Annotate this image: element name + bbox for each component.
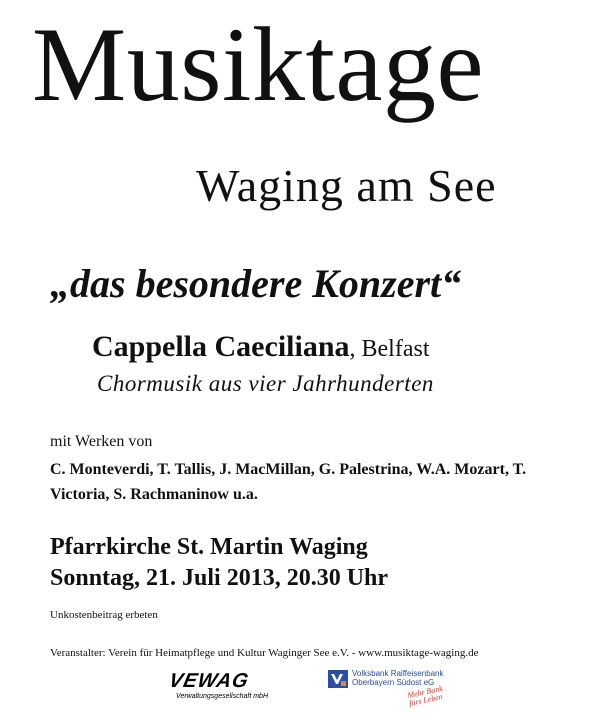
volksbank-logo-icon	[328, 670, 348, 688]
page-subtitle: Waging am See	[196, 160, 497, 211]
choir-name: Cappella Caeciliana	[92, 330, 350, 363]
bank-name-line2: Oberbayern Südost eG	[352, 678, 435, 687]
page-title: Musiktage	[32, 6, 484, 123]
composer-list: C. Monteverdi, T. Tallis, J. MacMillan, G. Palestrina, W.A. Mozart, T. Victoria, S. Rachmaninow u.a.	[50, 461, 527, 503]
choir-tagline: Chormusik aus vier Jahrhunderten	[97, 371, 434, 396]
bank-slogan: Mehr Bank fürs Leben	[406, 683, 444, 708]
fee-note: Unkostenbeitrag erbeten	[50, 609, 158, 621]
organizer-line: Veranstalter: Verein für Heimatpflege und Kultur Waginger See e.V. - www.musiktage-waging.de	[50, 647, 479, 659]
vewag-logo-text: VEWAG	[166, 670, 252, 692]
venue: Pfarrkirche St. Martin Waging	[50, 534, 368, 560]
choir-city: , Belfast	[349, 336, 430, 362]
bank-name	[352, 669, 443, 687]
vewag-subtext: Verwaltungsgesellschaft mbH	[176, 693, 268, 700]
bank-sponsor-logo	[328, 668, 468, 708]
bank-name-line1: Volksbank Raiffeisenbank	[352, 669, 444, 678]
concert-title: „das besondere Konzert“	[50, 261, 462, 306]
choir-line	[92, 332, 430, 362]
works-intro: mit Werken von	[50, 433, 153, 450]
event-datetime: Sonntag, 21. Juli 2013, 20.30 Uhr	[50, 565, 389, 591]
vewag-sponsor-logo	[150, 671, 268, 707]
